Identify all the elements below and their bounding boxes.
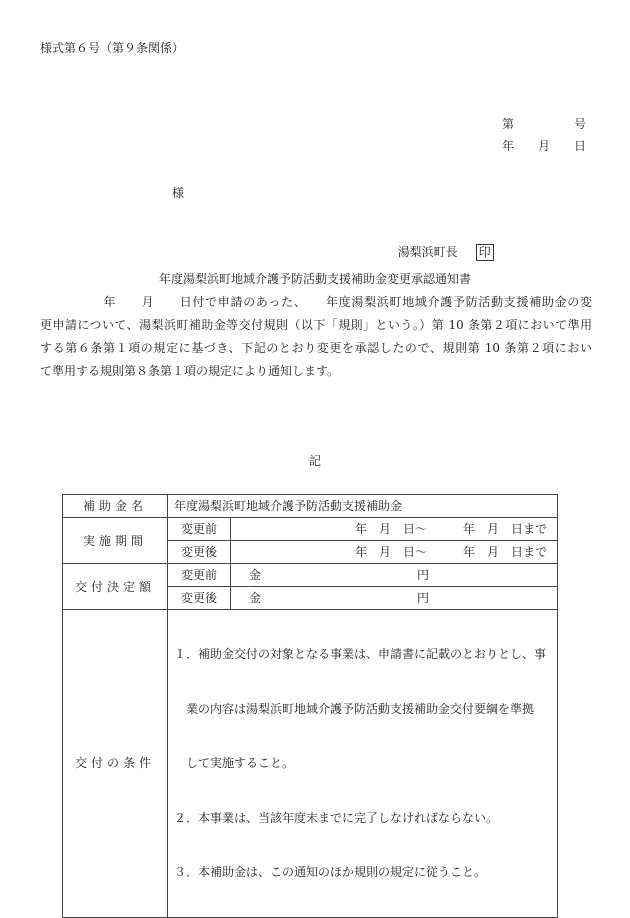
amount-before [231, 564, 558, 587]
ki-heading: 記 [308, 454, 321, 468]
document-title: 年度湯梨浜町地域介護予防活動支援補助金変更承認通知書 [158, 272, 471, 286]
document-date: 年 月 日 [502, 139, 587, 153]
body-line: 更申請について、湯梨浜町補助金等交付規則（以下「規則」という。）第 10 条第２項において準用 [40, 318, 592, 332]
after-label: 変更後 [168, 541, 231, 564]
conditions-label: 交付の条件 [63, 610, 168, 918]
body-line: する第６条第１項の規定に基づき、下記のとおり変更を承認したので、規則第 10 条第２項におい [40, 341, 592, 355]
amount-suffix: 円 [417, 568, 430, 582]
subsidy-name-label: 補助金名 [63, 495, 168, 518]
amount-label: 交付決定額 [63, 564, 168, 610]
table-row [63, 610, 558, 918]
condition-item: １．補助金交付の対象となる事業は、申請書に記載のとおりとし、事 [174, 647, 547, 661]
condition-item: ３．本補助金は、この通知のほか規則の規定に従うこと。 [174, 865, 487, 879]
subsidy-name-value: 年度湯梨浜町地域介護予防活動支援補助金 [168, 495, 558, 518]
amount-prefix: 金 [249, 568, 262, 582]
amount-suffix: 円 [417, 591, 430, 605]
form-number: 様式第６号（第９条関係） [40, 41, 185, 55]
addressee-suffix: 様 [172, 186, 185, 200]
condition-item: ２．本事業は、当該年度末までに完了しなければならない。 [174, 810, 499, 825]
document-number: 第 号 [502, 117, 587, 131]
details-table [62, 494, 558, 918]
body-line: て準用する規則第８条第１項の規定により通知します。 [40, 364, 340, 378]
amount-after [231, 587, 558, 610]
before-label: 変更前 [168, 564, 231, 587]
table-row [63, 518, 558, 541]
period-before: 年 月 日～ 年 月 日まで [231, 518, 558, 541]
table-row [63, 495, 558, 518]
condition-item: して実施すること。 [186, 756, 295, 770]
after-label: 変更後 [168, 587, 231, 610]
table-row [63, 564, 558, 587]
seal-mark: 印 [476, 244, 494, 261]
conditions-list [168, 610, 558, 918]
issuer-name: 湯梨浜町長 [397, 245, 458, 259]
before-label: 変更前 [168, 518, 231, 541]
issuer [390, 228, 494, 261]
amount-prefix: 金 [249, 591, 262, 605]
period-after: 年 月 日～ 年 月 日まで [231, 541, 558, 564]
condition-item: 業の内容は湯梨浜町地域介護予防活動支援補助金交付要綱を準拠 [186, 701, 535, 716]
body-line: 年 月 日付で申請のあった、 年度湯梨浜町地域介護予防活動支援補助金の変 [40, 295, 592, 309]
period-label: 実施期間 [63, 518, 168, 564]
